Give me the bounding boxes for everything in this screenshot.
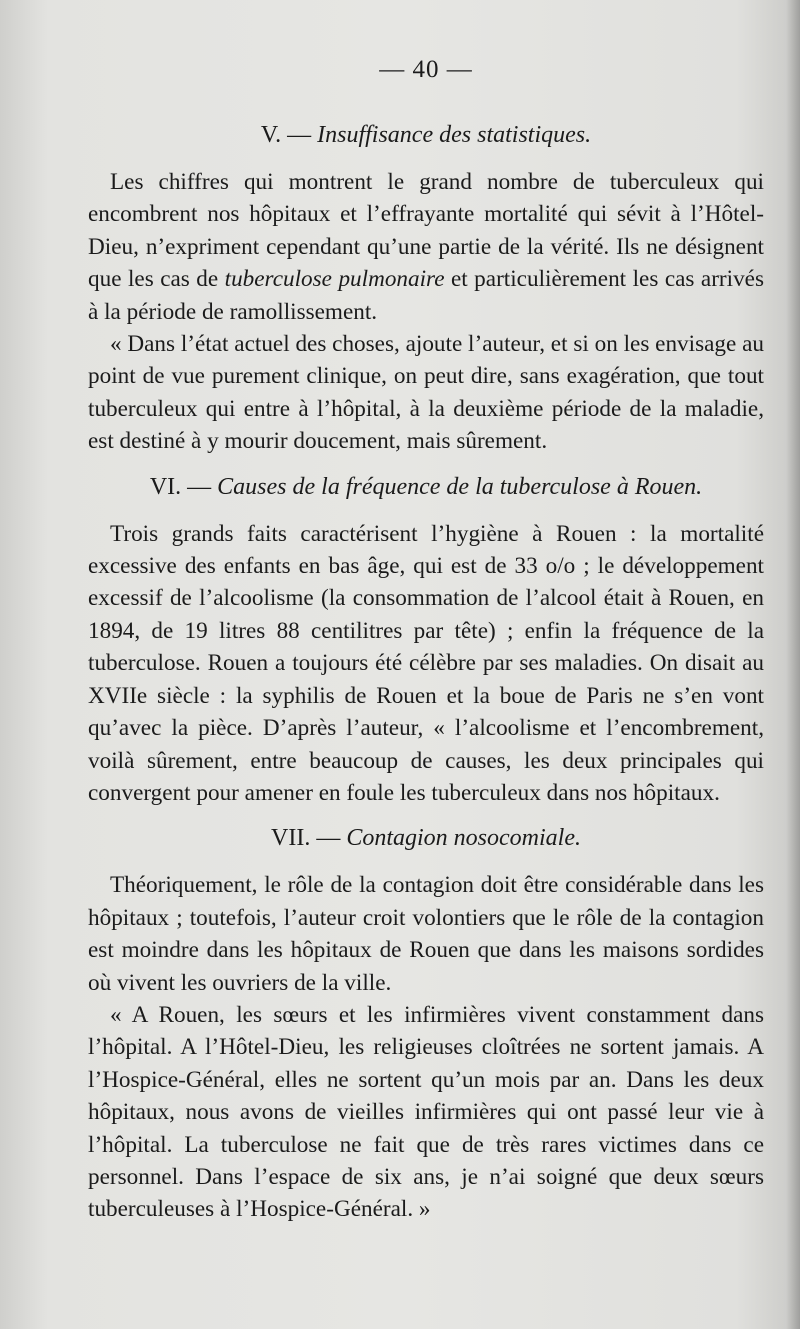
section-number: VII. — [271, 825, 341, 852]
section-number: V. — [260, 122, 312, 148]
section-heading [88, 470, 764, 504]
paragraph-text: Les chiffres qui montrent le grand nombre de tuberculeux qui encombrent nos hôpitaux et l’effrayante mortalité qui sévit à l’Hôtel-Dieu, n’expriment cependant qu’une partie de la vérité. Ils ne désignent que les cas de [88, 169, 764, 293]
section-title: Causes de la fréquence de la tuberculose à Rouen. [217, 473, 703, 500]
paragraph: Théoriquement, le rôle de la contagion doit être considérable dans les hôpitaux ; toutefois, l’auteur croit volontiers que le rôle de la contagion est moindre dans les hôpitaux de Rouen que dans les maisons sordides où vivent les ouvriers de la ville. [88, 872, 764, 996]
paragraph-text: et particulièrement les cas arrivés à la période de ramollissement. [88, 266, 764, 325]
page-number: — 40 — [379, 56, 473, 83]
page-content [88, 52, 764, 1226]
section-title: Insuffisance des statistiques. [317, 122, 592, 148]
emphasis-text: tuberculose pulmonaire [224, 266, 445, 293]
section-heading [88, 118, 764, 152]
paragraph [88, 166, 764, 328]
section-title: Contagion nosocomiale. [346, 825, 581, 852]
section-heading [88, 821, 764, 855]
section-number: VI. — [149, 473, 212, 500]
section-v [88, 118, 764, 458]
section-vii [88, 821, 764, 1225]
paragraph: « A Rouen, les sœurs et les infirmières vivent constamment dans l’hôpital. A l’Hôtel-Dieu, les religieuses cloîtrées ne sortent jamais. A l’Hospice-Général, elles ne sortent qu’un mois par an. Dans les deux hôpitaux, nous avons de vieilles infirmières qui ont passé leur vie à l’hôpital. La tuberculose ne fait que de très rares victimes dans ce personnel. Dans l’espace de six ans, je n’ai soigné que deux sœurs tuberculeuses à l’Hospice-Général. » [88, 1001, 764, 1223]
paragraph: Trois grands faits caractérisent l’hygiène à Rouen : la mortalité excessive des enfants en bas âge, qui est de 33 o/o ; le développement excessif de l’alcoolisme (la consommation de l’alcool était à Rouen, en 1894, de 19 litres 88 centilitres par tête) ; enfin la fréquence de la tuberculose. Rouen a toujours été célèbre par ses maladies. On disait au XVIIe siècle : la syphilis de Rouen et la boue de Paris ne s’en vont qu’avec la pièce. D’après l’auteur, « l’alcoolisme et l’encombrement, voilà sûrement, entre beaucoup de causes, les deux principales qui convergent pour amener en foule les tuberculeux dans nos hôpitaux. [88, 520, 764, 806]
paragraph: « Dans l’état actuel des choses, ajoute l’auteur, et si on les envisage au point de vue purement clinique, on peut dire, sans exagération, que tout tuberculeux qui entre à l’hôpital, à la deuxième période de la maladie, est destiné à y mourir doucement, mais sûrement. [88, 331, 764, 455]
section-vi [88, 470, 764, 810]
